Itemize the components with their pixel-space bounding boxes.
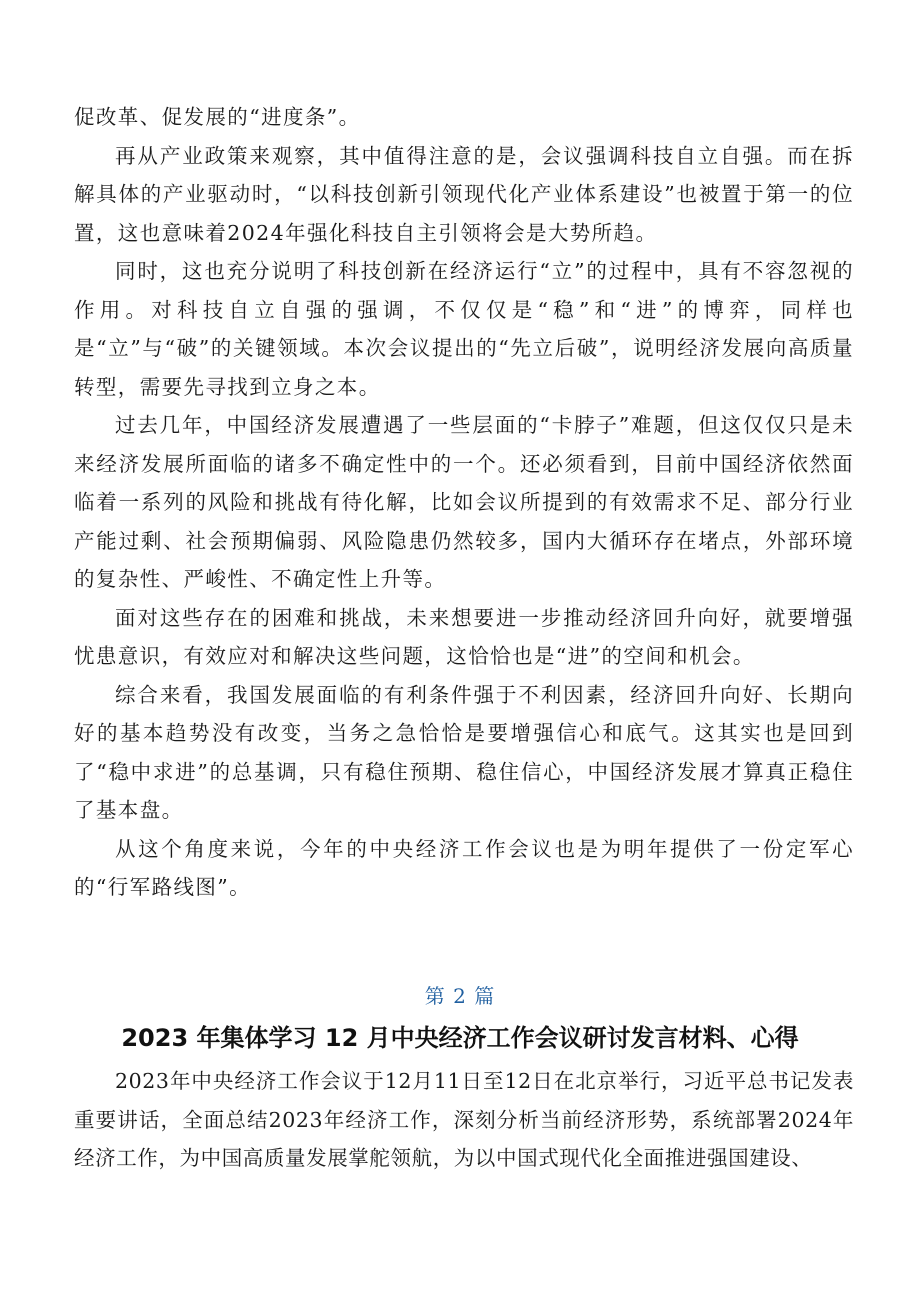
paragraph: 从这个角度来说，今年的中央经济工作会议也是为明年提供了一份定军心的“行军路线图”。 [74,836,854,899]
paragraph: 过去几年，中国经济发展遭遇了一些层面的“卡脖子”难题，但这仅仅只是未来经济发展所面临的诸多不确定性中的一个。还必须看到，目前中国经济依然面临着一系列的风险和挑战有待化解，比如会议所提到的有效需求不足、部分行业产能过剩、社会预期偏弱、风险隐患仍然较多，国内大循环存在堵点，外部环境的复杂性、严峻性、不确定性上升等。 [74,413,854,591]
paragraph: 再从产业政策来观察，其中值得注意的是，会议强调科技自立自强。而在拆解具体的产业驱动时，“以科技创新引领现代化产业体系建设”也被置于第一的位置，这也意味着2024年强化科技自主引领将会是大势所趋。 [74,143,854,245]
article-title: 2023 年集体学习 12 月中央经济工作会议研讨发言材料、心得 [121,1024,799,1052]
paragraph: 同时，这也充分说明了科技创新在经济运行“立”的过程中，具有不容忽视的作用。对科技自立自强的强调，不仅仅是“稳”和“进”的博弈，同样也是“立”与“破”的关键领域。本次会议提出的“先立后破”，说明经济发展向高质量转型，需要先寻找到立身之本。 [74,259,854,399]
article-body-part1 [74,98,854,907]
paragraph: 促改革、促发展的“进度条”。 [74,105,361,129]
paragraph: 2023年中央经济工作会议于12月11日至12日在北京举行，习近平总书记发表重要讲话，全面总结2023年经济工作，深刻分析当前经济形势，系统部署2024年经济工作，为中国高质量发展掌舵领航，为以中国式现代化全面推进强国建设、 [74,1069,854,1170]
paragraph: 综合来看，我国发展面临的有利条件强于不利因素，经济回升向好、长期向好的基本趋势没有改变，当务之急恰恰是要增强信心和底气。这其实也是回到了“稳中求进”的总基调，只有稳住预期、稳住信心，中国经济发展才算真正稳住了基本盘。 [74,682,854,822]
article-body-part2 [74,1062,854,1178]
section-label: 第 2 篇 [424,984,496,1008]
paragraph: 面对这些存在的困难和挑战，未来想要进一步推动经济回升向好，就要增强忧患意识，有效应对和解决这些问题，这恰恰也是“进”的空间和机会。 [74,605,854,668]
